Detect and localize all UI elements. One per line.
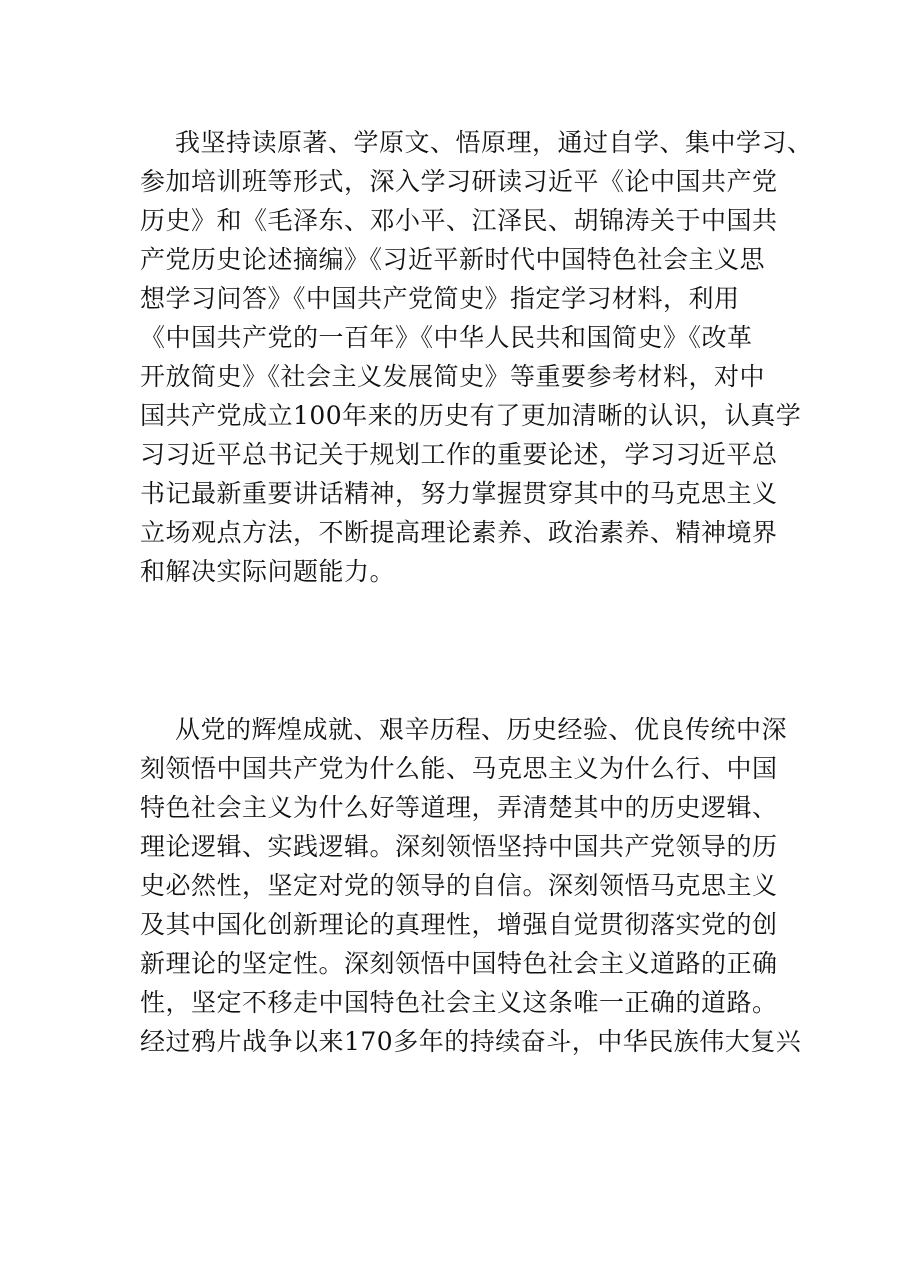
paragraph-1-line-3: 历史》和《毛泽东、邓小平、江泽民、胡锦涛关于中国共 (140, 206, 778, 235)
paragraph-1-line-4: 产党历史论述摘编》《习近平新时代中国特色社会主义思 (140, 245, 766, 274)
paragraph-2-line-5: 史必然性，坚定对党的领导的自信。深刻领悟马克思主义 (140, 871, 778, 900)
paragraph-2-line-8: 性，坚定不移走中国特色社会主义这条唯一正确的道路。 (140, 988, 778, 1017)
paragraph-1-line-5: 想学习问答》《中国共产党简史》指定学习材料，利用 (140, 284, 740, 313)
paragraph-1-line-9: 习习近平总书记关于规划工作的重要论述，学习习近平总 (140, 440, 778, 469)
paragraph-1-line-11: 立场观点方法，不断提高理论素养、政治素养、精神境界 (140, 518, 778, 547)
paragraph-1-line-6: 《中国共产党的一百年》《中华人民共和国简史》《改革 (140, 323, 753, 352)
paragraph-2-line-3: 特色社会主义为什么好等道理，弄清楚其中的历史逻辑、 (140, 793, 778, 822)
paragraph-1 (140, 123, 813, 591)
paragraph-2-line-1: 从党的辉煌成就、艰辛历程、历史经验、优良传统中深 (175, 715, 788, 744)
paragraph-2-line-4: 理论逻辑、实践逻辑。深刻领悟坚持中国共产党领导的历 (140, 832, 778, 861)
paragraph-2-line-9: 经过鸦片战争以来170多年的持续奋斗，中华民族伟大复兴 (140, 1027, 802, 1056)
paragraph-1-line-8: 国共产党成立100年来的历史有了更加清晰的认识，认真学 (140, 401, 802, 430)
paragraph-2-line-2: 刻领悟中国共产党为什么能、马克思主义为什么行、中国 (140, 754, 778, 783)
paragraph-2 (140, 710, 802, 1061)
paragraph-2-line-7: 新理论的坚定性。深刻领悟中国特色社会主义道路的正确 (140, 949, 778, 978)
paragraph-1-line-1: 我坚持读原著、学原文、悟原理，通过自学、集中学习、 (175, 128, 813, 157)
paragraph-1-line-12: 和解决实际问题能力。 (140, 557, 396, 586)
paragraph-1-line-10: 书记最新重要讲话精神，努力掌握贯穿其中的马克思主义 (140, 479, 778, 508)
paragraph-2-line-6: 及其中国化创新理论的真理性，增强自觉贯彻落实党的创 (140, 910, 778, 939)
paragraph-1-line-7: 开放简史》《社会主义发展简史》等重要参考材料，对中 (140, 362, 766, 391)
paragraph-1-line-2: 参加培训班等形式，深入学习研读习近平《论中国共产党 (140, 167, 778, 196)
